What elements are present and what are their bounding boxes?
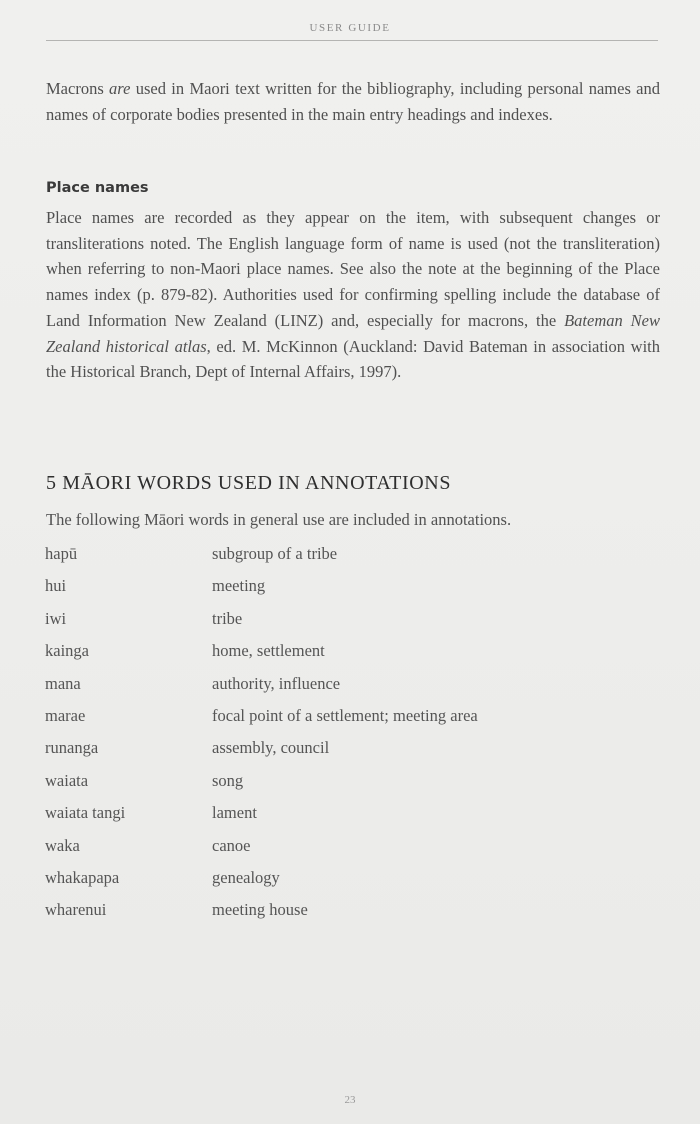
glossary-term: hui (45, 576, 67, 596)
glossary-term: whakapapa (45, 867, 120, 887)
glossary-term: iwi (45, 608, 67, 628)
glossary-definition: focal point of a settlement; meeting area (212, 705, 478, 725)
macron-paragraph-start: Macrons (46, 79, 110, 98)
glossary-term: waiata (45, 770, 89, 790)
atlas-title: Bateman New Zealand historical atlas (46, 310, 660, 356)
glossary-definition: genealogy (212, 867, 280, 887)
glossary-row (0, 738, 700, 770)
glossary-term: mana (45, 673, 81, 693)
glossary-list (0, 544, 700, 933)
glossary-term: runanga (45, 738, 99, 758)
section-intro: The following Māori words in general use are included in annotations. (46, 510, 512, 529)
glossary-row (0, 771, 700, 803)
glossary-definition: song (212, 770, 244, 790)
glossary-term: wharenui (45, 900, 107, 920)
place-names-paragraph (46, 205, 660, 385)
page-number: 23 (344, 1094, 356, 1106)
header-rule (46, 40, 658, 41)
glossary-row (0, 706, 700, 738)
glossary-row (0, 868, 700, 900)
glossary-definition: tribe (212, 608, 243, 628)
glossary-term: hapū (45, 544, 78, 563)
glossary-definition: meeting (212, 576, 266, 596)
glossary-row (0, 576, 700, 608)
glossary-definition: home, settlement (212, 641, 325, 661)
glossary-term: waka (45, 835, 80, 855)
macron-paragraph (46, 76, 660, 127)
macron-paragraph-emphasis: are (109, 79, 131, 98)
glossary-definition: lament (212, 803, 257, 823)
glossary-definition: canoe (212, 835, 251, 855)
glossary-definition: authority, influence (212, 673, 341, 693)
glossary-row (0, 836, 700, 868)
glossary-row (0, 641, 700, 673)
glossary-definition: subgroup of a tribe (212, 544, 338, 563)
glossary-definition: assembly, council (212, 738, 330, 758)
glossary-row (0, 544, 700, 576)
glossary-term: kainga (45, 641, 89, 661)
place-names-text-start: Place names are recorded as they appear on the item, with subsequent changes or transliterations noted. The English language form of name is used (not the transliteration) when referring to non-Maori place names. See also the note at the beginning of the Place names index (p. 879-82). Authorities used for confirming spelling include the database of Land Information New Zealand (LINZ) and, especially for macrons, the (46, 208, 660, 330)
place-names-heading: Place names (46, 180, 149, 196)
glossary-row (0, 674, 700, 706)
glossary-term: waiata tangi (45, 803, 126, 823)
glossary-row (0, 609, 700, 641)
glossary-row (0, 803, 700, 835)
glossary-row (0, 900, 700, 932)
glossary-definition: meeting house (212, 900, 308, 920)
macron-paragraph-end: used in Maori text written for the bibliography, including personal names and names of corporate bodies presented in the main entry headings and indexes. (46, 79, 660, 124)
place-names-text-end: , ed. M. McKinnon (Auckland: David Bateman in association with the Historical Branch, Dept of Internal Affairs, 1997). (46, 336, 660, 382)
glossary-term: marae (45, 705, 86, 725)
section-heading: 5 MĀORI WORDS USED IN ANNOTATIONS (46, 472, 452, 494)
running-head: USER GUIDE (309, 22, 391, 34)
